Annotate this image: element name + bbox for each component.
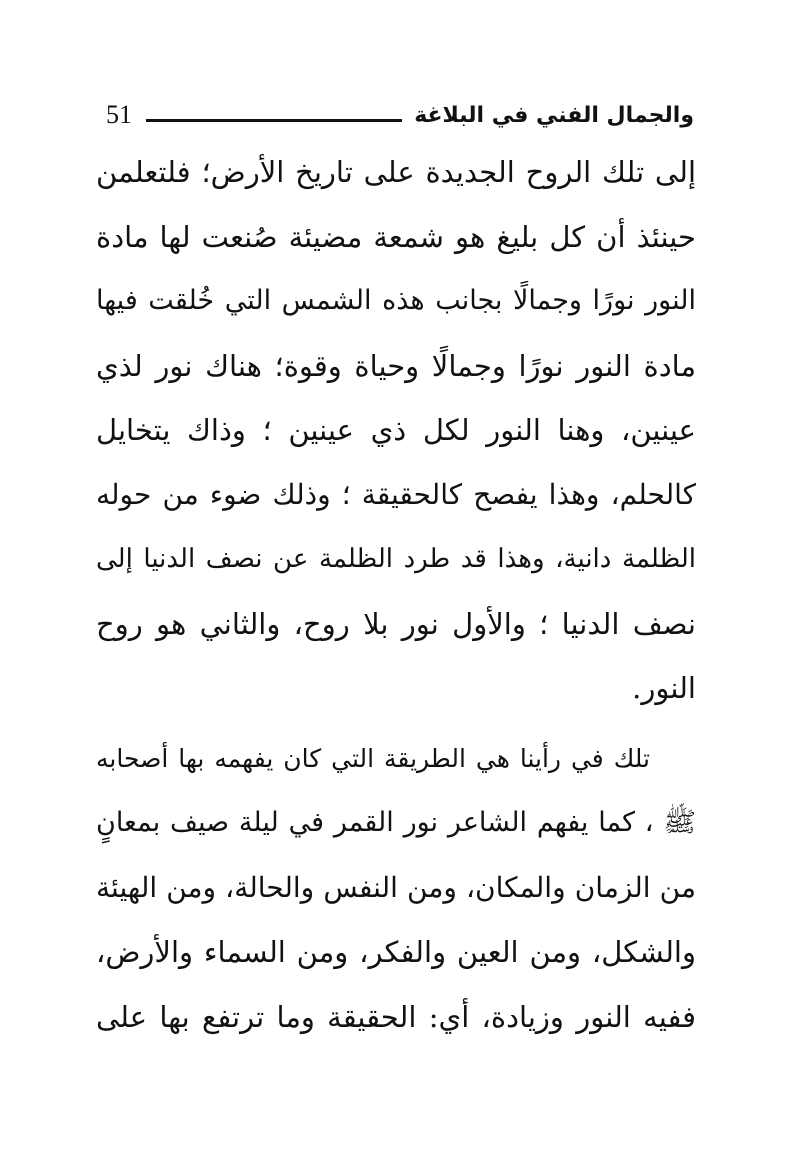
body-text — [96, 140, 696, 1049]
text-line: والشكل، ومن العين والفكر، ومن السماء والأرض، — [96, 935, 696, 969]
paragraph-2 — [96, 727, 696, 1050]
text-line: إلى تلك الروح الجديدة على تاريخ الأرض؛ فلتعلمن — [96, 155, 696, 189]
text-line: من الزمان والمكان، ومن النفس والحالة، ومن الهيئة — [96, 870, 696, 904]
running-header-title: والجمال الفني في البلاغة — [414, 102, 694, 128]
text-line: كالحلم، وهذا يفصح كالحقيقة ؛ وذلك ضوء من حوله — [96, 477, 696, 511]
header-rule — [146, 119, 402, 122]
text-line: النور. — [632, 671, 696, 705]
text-line: النور نورًا وجمالًا بجانب هذه الشمس التي خُلقت فيها — [96, 285, 696, 316]
text-line: الظلمة دانية، وهذا قد طرد الظلمة عن نصف الدنيا إلى — [96, 544, 696, 574]
text-line: مادة النور نورًا وجمالًا وحياة وقوة؛ هناك نور لذي — [96, 348, 696, 383]
running-header — [100, 92, 694, 138]
text-line: ففيه النور وزيادة، أي: الحقيقة وما ترتفع بها على — [96, 999, 696, 1034]
text-line: تلك في رأينا هي الطريقة التي كان يفهمه بها أصحابه — [96, 743, 650, 773]
page-number: 51 — [106, 100, 132, 129]
paragraph-1 — [96, 140, 696, 721]
text-line: نصف الدنيا ؛ والأول نور بلا روح، والثاني هو روح — [96, 606, 696, 641]
text-line: ﷺ ، كما يفهم الشاعر نور القمر في ليلة صيف بمعانٍ — [96, 807, 696, 838]
text-line: عينين، وهنا النور لكل ذي عينين ؛ وذاك يتخايل — [96, 413, 696, 447]
text-line: حينئذ أن كل بليغ هو شمعة مضيئة صُنعت لها مادة — [96, 219, 696, 254]
